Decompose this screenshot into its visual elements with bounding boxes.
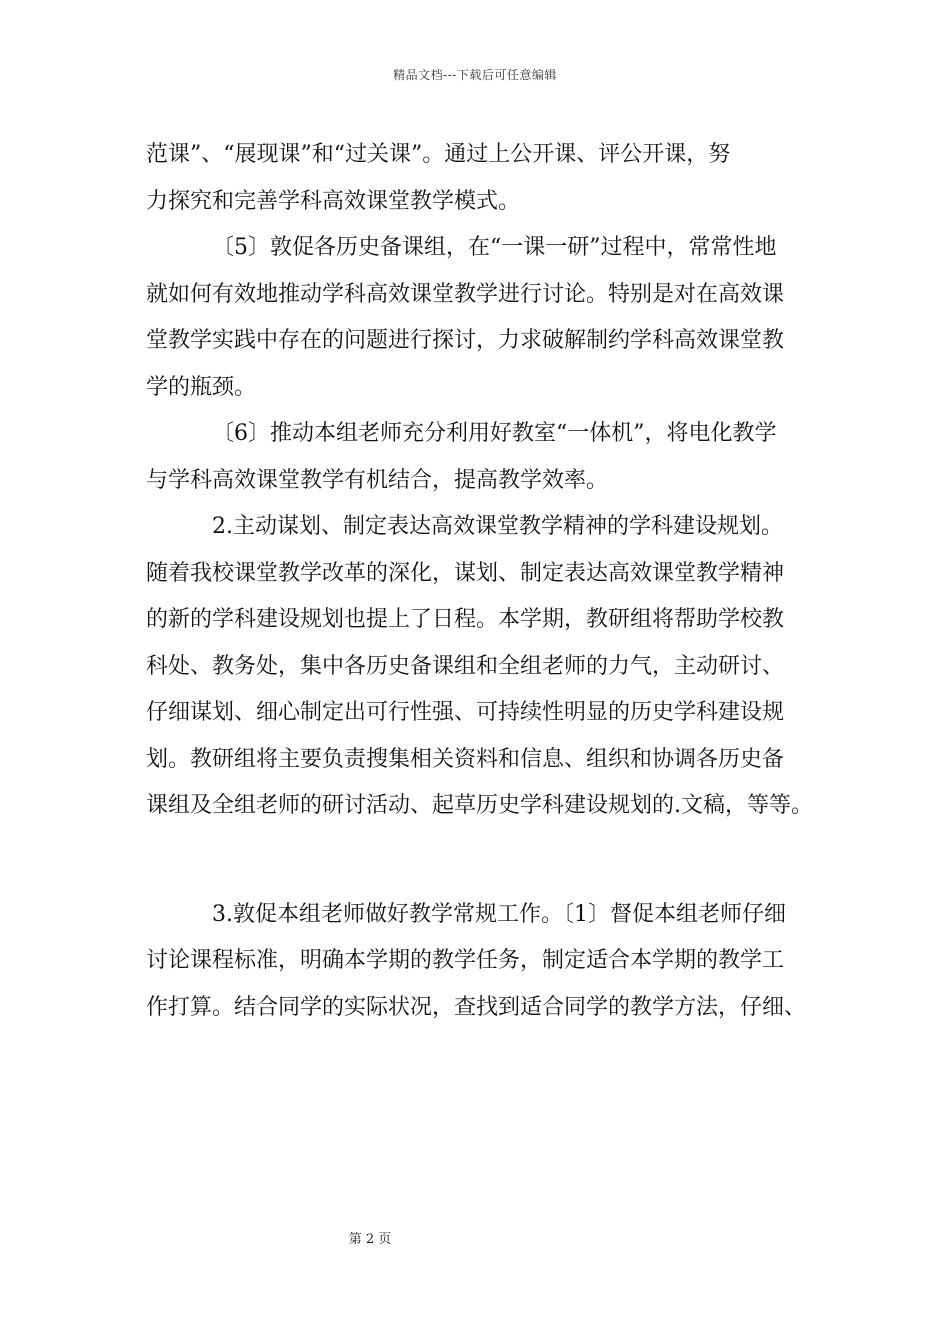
text-line: 课组及全组老师的研讨活动、起草历史学科建设规划的.文稿，等等。	[146, 793, 813, 818]
text-line: 2.主动谋划、制定表达高效课堂教学精神的学科建设规划。	[212, 514, 783, 539]
page-number: 第 2 页	[348, 1232, 392, 1247]
text-line: 仔细谋划、细心制定出可行性强、可持续性明显的历史学科建设规	[146, 700, 785, 725]
text-line: 堂教学实践中存在的问题进行探讨，力求破解制约学科高效课堂教	[146, 328, 785, 353]
text-line: 学的瓶颈。	[146, 374, 257, 400]
text-line: 就如何有效地推动学科高效课堂教学进行讨论。特别是对在高效课	[146, 281, 785, 307]
text-line: 科处、教务处，集中各历史备课组和全组老师的力气，主动研讨、	[146, 653, 785, 679]
text-line: 〔5〕敦促各历史备课组，在“一课一研”过程中，常常性地	[212, 235, 777, 260]
paragraph-gap	[146, 830, 822, 892]
text-line: 作打算。结合同学的实际状况，查找到适合同学的教学方法，仔细、	[146, 994, 807, 1020]
text-line: 〔6〕推动本组老师充分利用好教室“一体机”，将电化教学	[212, 421, 777, 446]
text-line: 3.敦促本组老师做好教学常规工作。〔1〕督促本组老师仔细	[212, 901, 786, 927]
text-line: 范课”、“展现课”和“过关课”。通过上公开课、评公开课，努	[146, 142, 731, 167]
page-header: 精品文档---下载后可任意编辑	[393, 68, 557, 82]
text-line: 与学科高效课堂教学有机结合，提高教学效率。	[146, 467, 609, 493]
text-line: 划。教研组将主要负责搜集相关资料和信息、组织和协调各历史备	[146, 746, 785, 772]
text-line: 随着我校课堂教学改革的深化，谋划、制定表达高效课堂教学精神	[146, 560, 785, 586]
document-body	[146, 132, 822, 1031]
text-line: 讨论课程标准，明确本学期的教学任务，制定适合本学期的教学工	[146, 948, 785, 973]
text-line: 的新的学科建设规划也提上了日程。本学期，教研组将帮助学校教	[146, 607, 785, 632]
text-line: 力探究和完善学科高效课堂教学模式。	[146, 188, 521, 214]
